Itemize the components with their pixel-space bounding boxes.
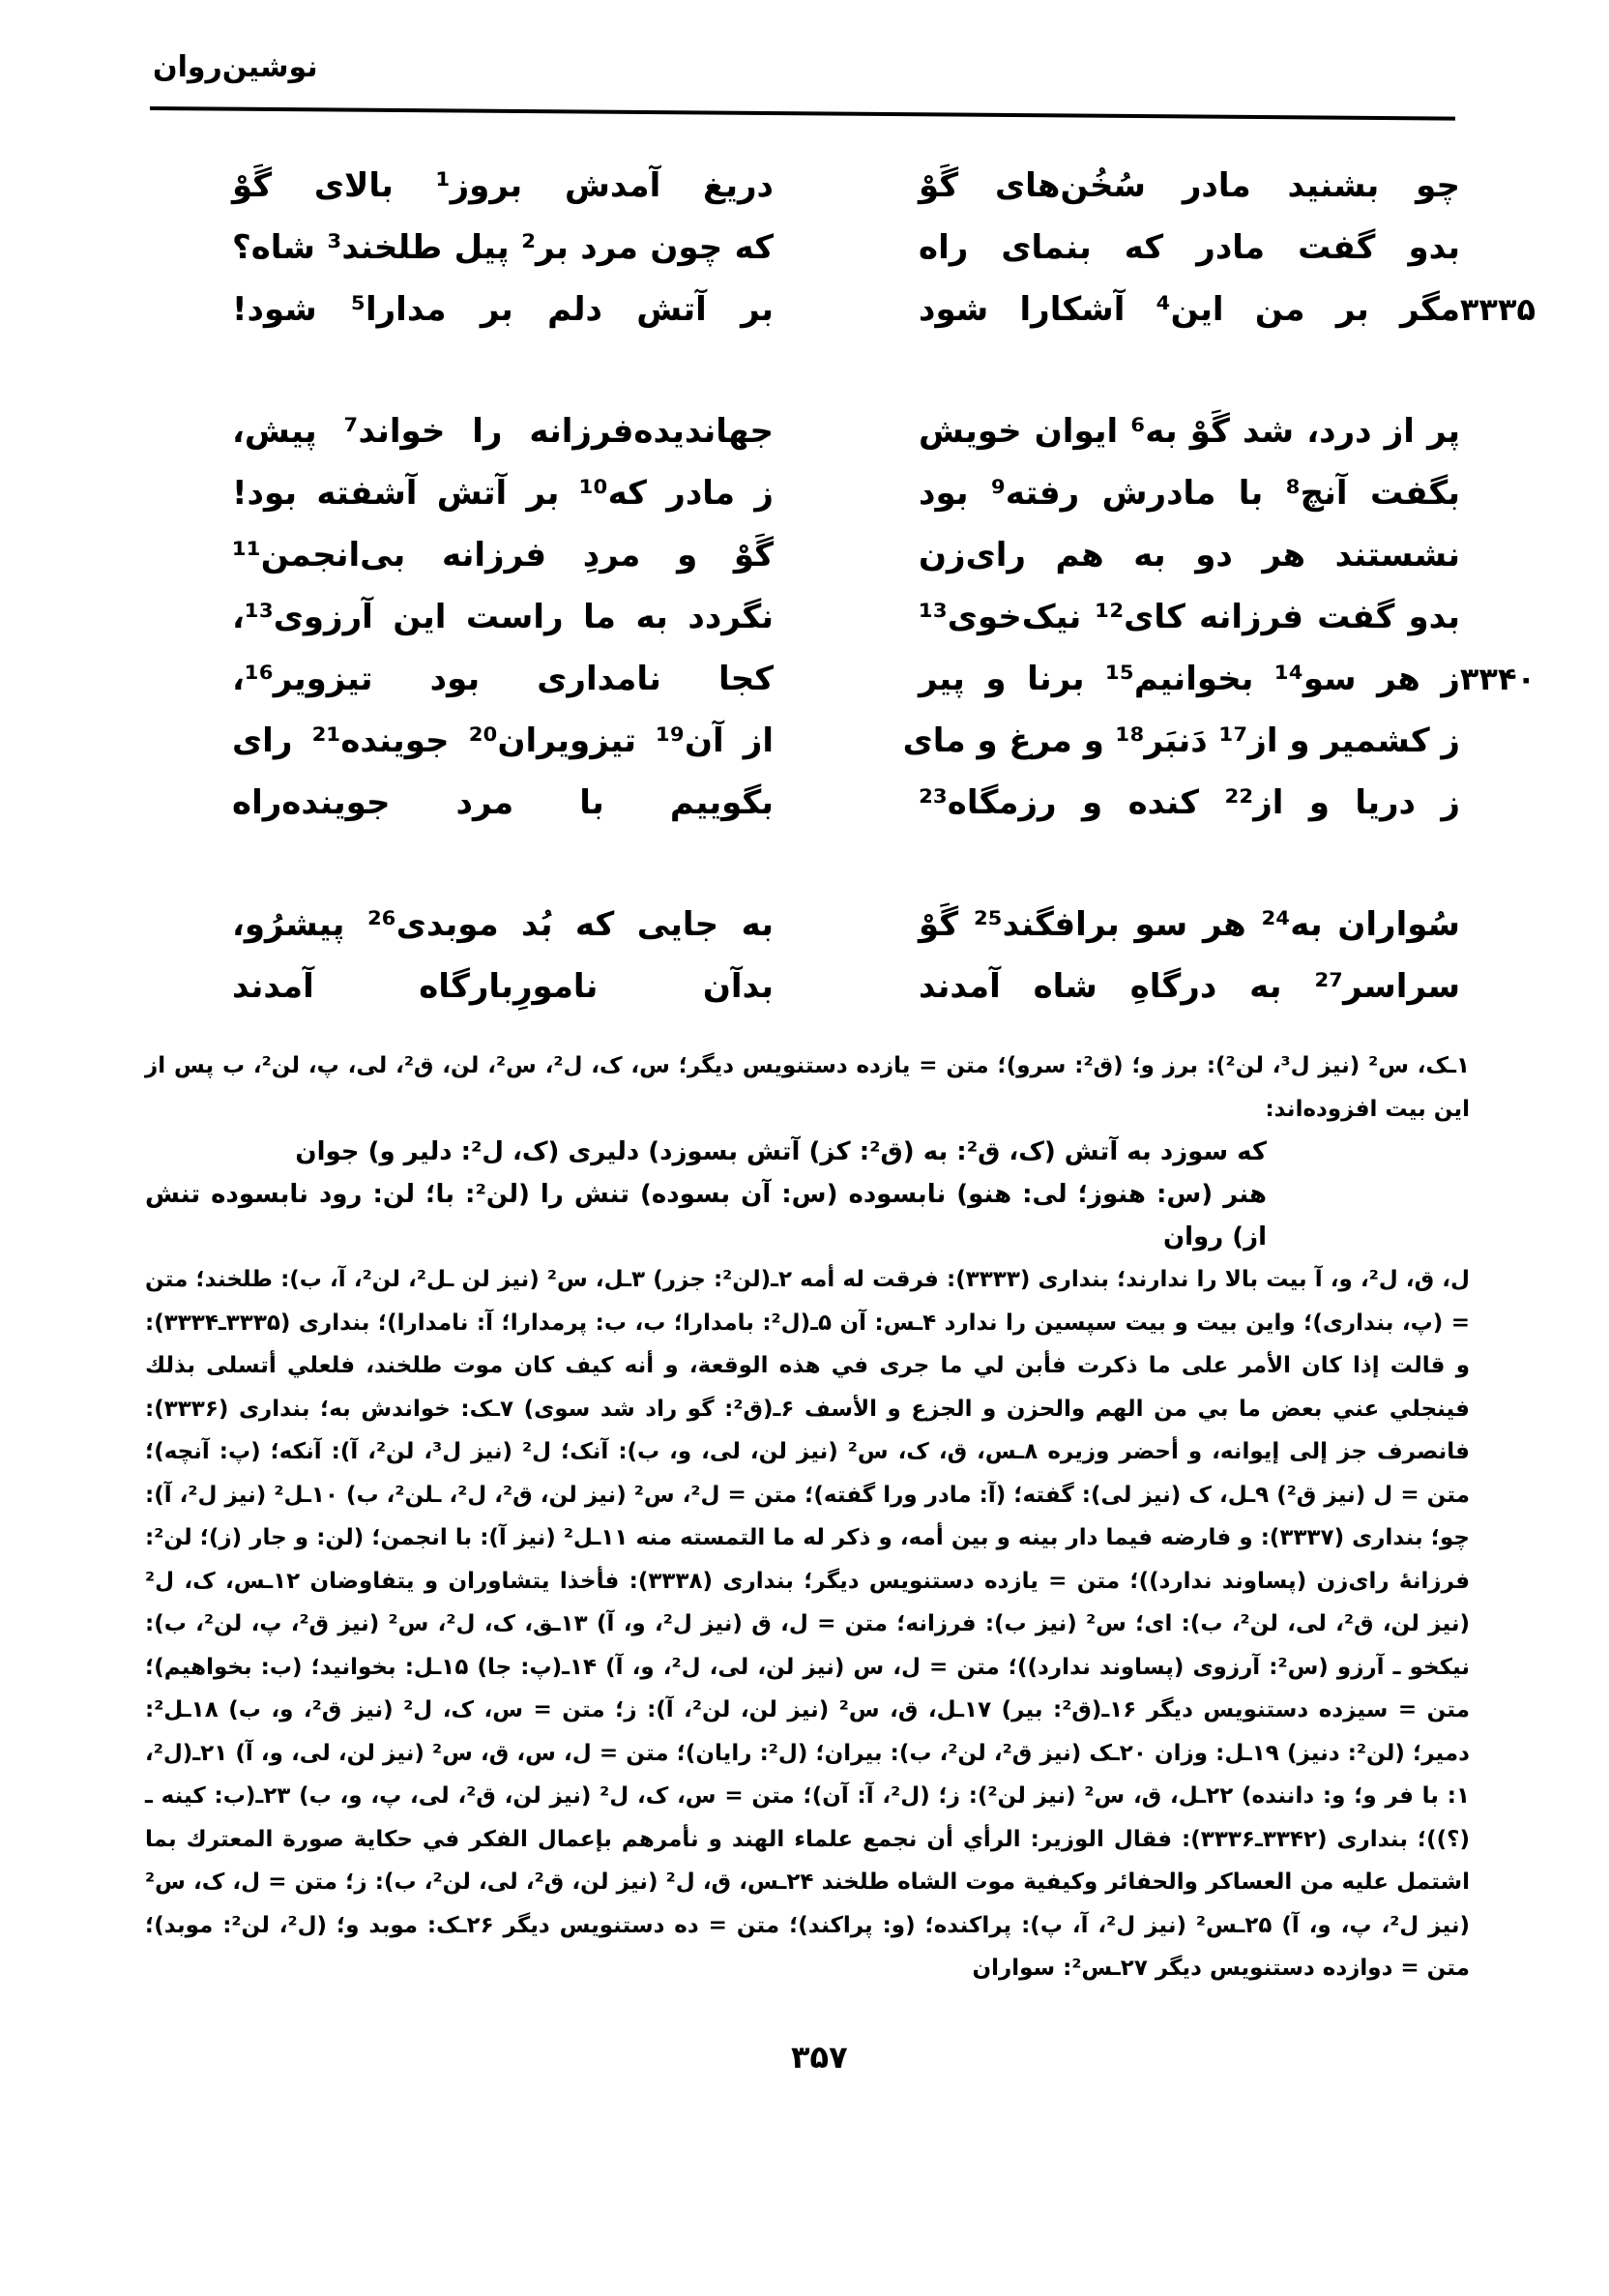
- second-hemistich: بگوییم با مرد جوینده‌راه: [232, 783, 774, 822]
- poem-body: [232, 155, 1536, 1077]
- verse-couplet: [232, 155, 1460, 217]
- second-hemistich: دریغ آمدش بروز¹ بالای گَوْ: [232, 166, 775, 205]
- page-number: ۳۵۷: [791, 2039, 848, 2075]
- stanza: [232, 894, 1460, 1017]
- second-hemistich: جهاندیده‌فرزانه را خواند⁷ پیش،: [232, 412, 774, 451]
- second-hemistich: بدآن نامورِبارگاه آمدند: [232, 967, 774, 1006]
- footnote-extra-verse: که سوزد به آتش (ک، ق²: به (ق²: کز) آتش بسوزد) دلیری (ک، ل²: دلیر و) جوان: [295, 1137, 1267, 1166]
- verse-couplet: [232, 648, 1536, 710]
- verse-couplet: [232, 462, 1460, 524]
- first-hemistich: چو بشنید مادر سُخُن‌های گَوْ: [919, 166, 1460, 205]
- stanza: [232, 400, 1536, 834]
- verse-couplet: [232, 710, 1460, 772]
- verse-couplet: [232, 586, 1460, 648]
- first-hemistich: مگر بر من این⁴ آشکارا شود: [919, 290, 1460, 329]
- second-hemistich: کجا نامداری بود تیزویر¹⁶،: [232, 660, 774, 698]
- first-hemistich: پر از درد، شد گَوْ به⁶ ایوان خویش: [919, 412, 1461, 451]
- first-hemistich: سُواران به²⁴ هر سو برافگند²⁵ گَوْ: [919, 905, 1460, 944]
- first-hemistich: ز کشمیر و از¹⁷ دَنبَر¹⁸ و مرغ و مای: [902, 721, 1460, 760]
- footnote-body: ل، ق، ل²، و، آ بیت بالا را ندارند؛ بنداری (۳۳۳۳): فرقت له أمه ۲ـ(لن²: جزر) ۳ـل، س² (نیز لن ـل²، لن²، آ، ب): طلخند؛ متن = (پ، بنداری)؛ واین بیت و بیت سپسین را ندارد ۴ـس: آن ۵ـ(ل²: بامدارا؛ ب، ب: پرمدارا؛ آ: نامدارا)؛ بنداری (۳۳۳۵ـ۳۳۳۴): و قالت إذا كان الأمر على ما ذكرت فأبن لي ما جرى في هذه الوقعة، و أنه كيف كان موت طلخند، فلعلي أتسلى بذلك فينجلي عني بعض ما بي من الهم والحزن و الجزع و الأسف ۶ـ(ق²: گو راد شد سوی) ۷ـک: خواندش به؛ بنداری (۳۳۳۶): فانصرف جز إلى إيوانه، و أحضر وزيره ۸ـس، ق، ک، س² (نیز لن، لی، و، ب): آنک؛ ل² (نیز ل³، لن²، آ): آنکه؛ (پ: آنچه)؛ متن = ل (نیز ق²) ۹ـل، ک (نیز لی): گفته؛ (آ: مادر ورا گفته)؛ متن = ل²، س² (نیز لن، ق²، ل²، ـلن²، ب) ۱۰ـل² (نیز ل²، آ): چو؛ بنداری (۳۳۳۷): و فارضه فيما دار بينه و بين أمه، و ذكر له ما التمسته منه ۱۱ـل² (نیز آ): با انجمن؛ (لن: و جار (ز)؛ لن²: فرزانهٔ رای‌زن (پساوند ندارد))؛ متن = یازده دستنویس دیگر؛ بنداری (۳۳۳۸): فأخذا يتشاوران و يتفاوضان ۱۲ـس، ک، ل² (نیز لن، ق²، لی، لن²، ب): ای؛ س² (نیز ب): فرزانه؛ متن = ل، ق (نیز ل²، و، آ) ۱۳ـق، ک، ل²، س² (نیز ق²، پ، لن²، ب): نیکخو ـ آرزو (س²: آرزوی (پساوند ندارد))؛ متن = ل، س (نیز لن، لی، ل²، و، آ) ۱۴ـ(پ: جا) ۱۵ـل: بخوانید؛ (ب: بخواهیم)؛ متن = سیزده دستنویس دیگر ۱۶ـ(ق²: بیر) ۱۷ـل، ق، س² (نیز لن، لن²، آ): ز؛ متن = س، ک، ل² (نیز ق²، و، ب) ۱۸ـل²: دمیر؛ (لن²: دنیز) ۱۹ـل: وزان ۲۰ـک (نیز ق²، لن²، ب): بیران؛ (ل²: رایان)؛ متن = ل، س، ق، س² (نیز لن، لی، و، آ) ۲۱ـ(ل²، ۱: با فر و؛ و: داننده) ۲۲ـل، ق، س² (نیز لن²): ز؛ (ل²، آ: آن)؛ متن = س، ک، ل² (نیز لن، ق²، لی، پ، و، ب) ۲۳ـ(ب: کینه ـ (؟))؛ بنداری (۳۳۴۲ـ۳۳۳۶): فقال الوزير: الرأي أن نجمع علماء الهند و نأمرهم بإعمال الفكر في حكاية صورة المعترك بما اشتمل عليه من العساكر والحفائر وكيفية موت الشاه طلخند ۲۴ـس، ق، ل² (نیز لن، ق²، لی، لن²، ب): ز؛ متن = ل، ک، س² (نیز ل²، پ، و، آ) ۲۵ـس² (نیز ل²، آ، پ): پراکنده؛ (و: پراکند)؛ متن = ده دستنویس دیگر ۲۶ـک: موبد و؛ (ل²، لن²: موبد)؛ متن = دوازده دستنویس دیگر ۲۷ـس²: سواران: [145, 1267, 1471, 1981]
- first-hemistich: ز دریا و از²² کنده و رزمگاه²³: [919, 783, 1460, 822]
- verse-couplet: [232, 217, 1460, 279]
- verse-couplet: [232, 400, 1460, 462]
- verse-couplet: [232, 772, 1460, 834]
- first-hemistich: سراسر²⁷ به درگاهِ شاه آمدند: [919, 967, 1460, 1006]
- footnote-line: ۱ـک، س² (نیز ل³، لن²): برز و؛ (ق²: سرو)؛ متن = یازده دستنویس دیگر؛ س، ک، ل²، س²، لن، ق²، لی، پ، لن²، ب پس از این بیت افزوده‌اند:: [145, 1053, 1470, 1122]
- second-hemistich: ز مادر که¹⁰ بر آتش آشفته بود!: [232, 474, 774, 513]
- first-hemistich: بگفت آنچ⁸ با مادرش رفته⁹ بود: [919, 474, 1461, 513]
- verse-couplet: [232, 894, 1460, 956]
- verse-number: ۳۳۳۵: [1459, 291, 1536, 328]
- second-hemistich: به جایی که بُد موبدی²⁶ پیشرُو،: [232, 905, 775, 944]
- first-hemistich: نشستند هر دو به هم رای‌زن: [919, 536, 1460, 574]
- footnote-extra-verse: هنر (س: هنوز؛ لی: هنو) نابسوده (س: آن بسوده) تنش را (لن²: با؛ لن: رود نابسوده تنش از) روان: [145, 1180, 1268, 1251]
- second-hemistich: از آن¹⁹ تیزویران²⁰ جوینده²¹ رای: [232, 721, 774, 760]
- second-hemistich: بر آتش دلم بر مدارا⁵ شود!: [232, 290, 774, 329]
- verse-couplet: [232, 956, 1460, 1017]
- verse-couplet: [232, 279, 1536, 340]
- verse-couplet: [232, 524, 1460, 586]
- running-title: نوشین‌روان: [153, 50, 318, 84]
- first-hemistich: ز هر سو¹⁴ بخوانیم¹⁵ برنا و پیر: [919, 660, 1460, 698]
- header-rule: [150, 106, 1455, 121]
- first-hemistich: بدو گفت فرزانه کای¹² نیک‌خوی¹³: [919, 598, 1461, 636]
- second-hemistich: گَوْ و مردِ فرزانه بی‌انجمن¹¹: [232, 536, 774, 574]
- stanza: [232, 155, 1536, 340]
- second-hemistich: که چون مرد بر² پیل طلخند³ شاه؟: [232, 228, 774, 267]
- second-hemistich: نگردد به ما راست این آرزوی¹³،: [232, 598, 774, 636]
- footnotes: [145, 1045, 1470, 1990]
- verse-number: ۳۳۴۰: [1459, 661, 1536, 697]
- first-hemistich: بدو گفت مادر که بنمای راه: [919, 228, 1460, 267]
